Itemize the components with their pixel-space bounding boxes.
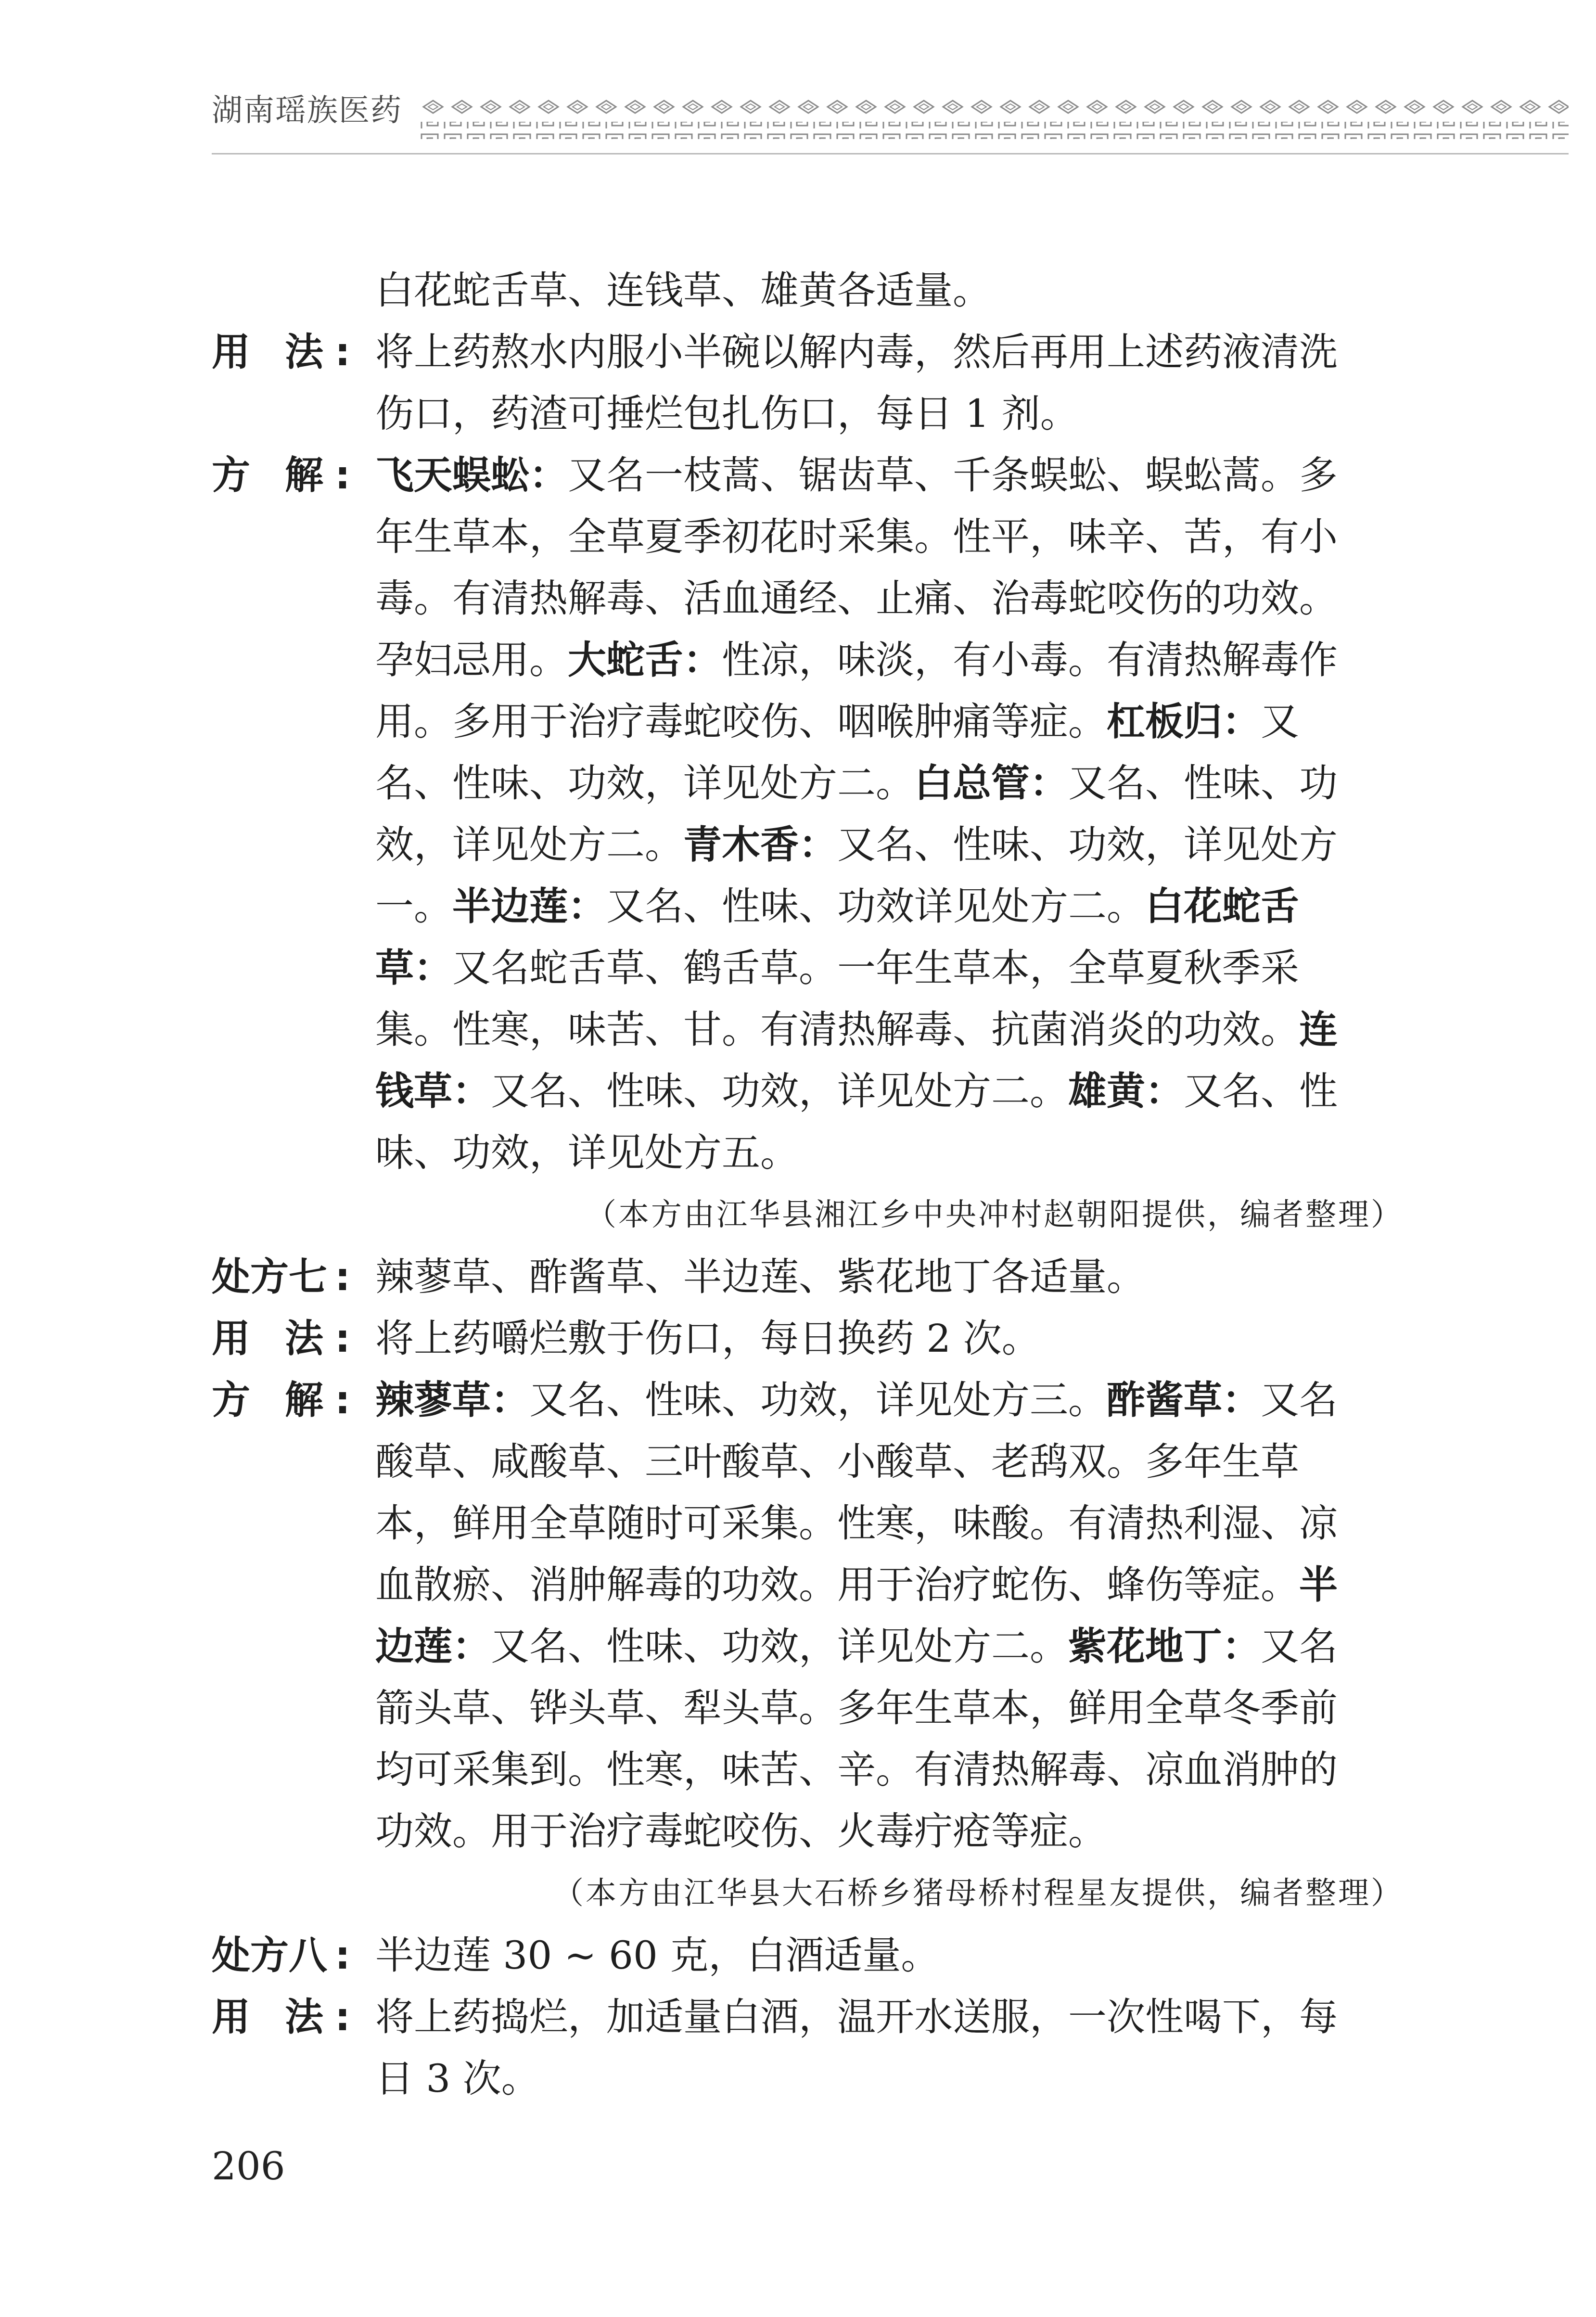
herb-name: 边莲： bbox=[375, 1624, 491, 1669]
running-header-title: 湖南瑶族医药 bbox=[212, 93, 402, 128]
herb-name: 雄黄： bbox=[1068, 1069, 1184, 1114]
source-note: （本方由江华县湘江乡中央冲村赵朝阳提供，编者整理） bbox=[586, 1197, 1404, 1233]
herb-name: 青木香： bbox=[683, 822, 837, 867]
herb-name: 白花蛇舌 bbox=[1145, 884, 1299, 929]
herb-name: 杠板归： bbox=[1107, 699, 1261, 744]
source-note: （本方由江华县大石桥乡猪母桥村程星友提供，编者整理） bbox=[553, 1876, 1404, 1911]
herb-name: 钱草： bbox=[375, 1069, 491, 1114]
herb-name: 半边莲： bbox=[452, 884, 606, 929]
decorative-border bbox=[419, 99, 1569, 142]
herb-name: 辣蓼草： bbox=[375, 1378, 529, 1422]
herb-name: 酢酱草： bbox=[1107, 1378, 1261, 1422]
page-number: 206 bbox=[212, 2144, 285, 2189]
herb-name: 紫花地丁： bbox=[1068, 1624, 1261, 1669]
herb-name: 半 bbox=[1299, 1562, 1338, 1607]
herb-name: 白总管： bbox=[914, 761, 1068, 806]
herb-name: 连 bbox=[1299, 1007, 1338, 1052]
herb-name: 飞天蜈蚣： bbox=[375, 453, 568, 498]
herb-name: 草： bbox=[375, 946, 452, 990]
header-rule bbox=[212, 153, 1569, 154]
herb-name: 大蛇舌： bbox=[568, 638, 722, 682]
